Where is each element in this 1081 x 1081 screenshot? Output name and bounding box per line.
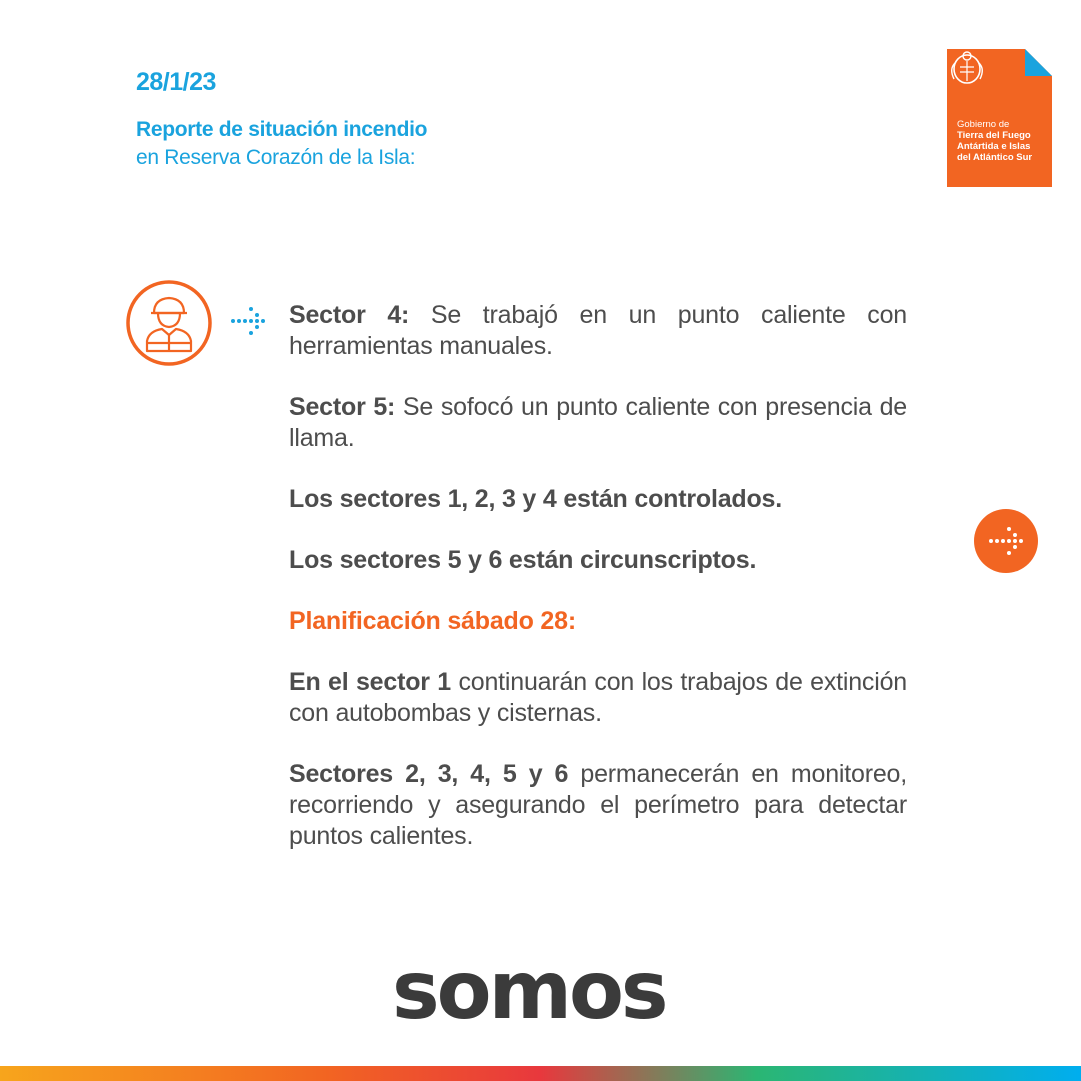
report-body: [289, 300, 907, 882]
circumscribed-text: Los sectores 5 y 6 están circunscriptos.: [289, 546, 757, 574]
paragraph-controlled: [289, 484, 907, 515]
government-line-4: del Atlántico Sur: [957, 152, 1033, 163]
dotted-arrow-icon: [230, 306, 270, 336]
report-title: Reporte de situación incendio: [136, 118, 428, 141]
controlled-text: Los sectores 1, 2, 3 y 4 están controlados.: [289, 485, 782, 513]
government-name: [957, 119, 1049, 163]
report-subtitle: en Reserva Corazón de la Isla:: [136, 146, 416, 169]
government-line-1: Gobierno de: [957, 119, 1010, 130]
government-logo: [947, 49, 1052, 187]
government-line-2: Tierra del Fuego: [957, 130, 1031, 141]
paragraph-sector-4: [289, 300, 907, 362]
somos-logo: [392, 946, 692, 1036]
sector-5-text: Se sofocó un punto caliente con presencia de llama.: [289, 393, 907, 452]
paragraph-sector-5: [289, 392, 907, 454]
government-line-3: Antártida e Islas: [957, 141, 1031, 152]
next-arrow-icon[interactable]: [974, 509, 1038, 573]
sector-4-label: Sector 4:: [289, 301, 410, 329]
report-date: 28/1/23: [136, 68, 216, 96]
sector-4-text: Se trabajó en un punto caliente con herramientas manuales.: [289, 301, 908, 360]
planning-title: Planificación sábado 28:: [289, 607, 576, 635]
sector-1-text: continuarán con los trabajos de extinción con autobombas y cisternas.: [289, 668, 907, 727]
bottom-color-bar: [0, 1066, 1081, 1081]
paragraph-planning-title: [289, 606, 907, 637]
somos-logo-text: somos: [392, 944, 666, 1037]
sector-1-label: En el sector 1: [289, 668, 451, 696]
paragraph-sectors-monitoring: [289, 759, 907, 852]
paragraph-circumscribed: [289, 545, 907, 576]
sectors-monitoring-label: Sectores 2, 3, 4, 5 y 6: [289, 760, 569, 788]
coat-of-arms-icon: [947, 49, 987, 87]
firefighter-icon: [125, 279, 213, 367]
sector-5-label: Sector 5:: [289, 393, 396, 421]
sectors-monitoring-text: permanecerán en monitoreo, recorriendo y asegurando el perímetro para detectar puntos calientes.: [289, 760, 907, 850]
paragraph-sector-1-plan: [289, 667, 907, 729]
